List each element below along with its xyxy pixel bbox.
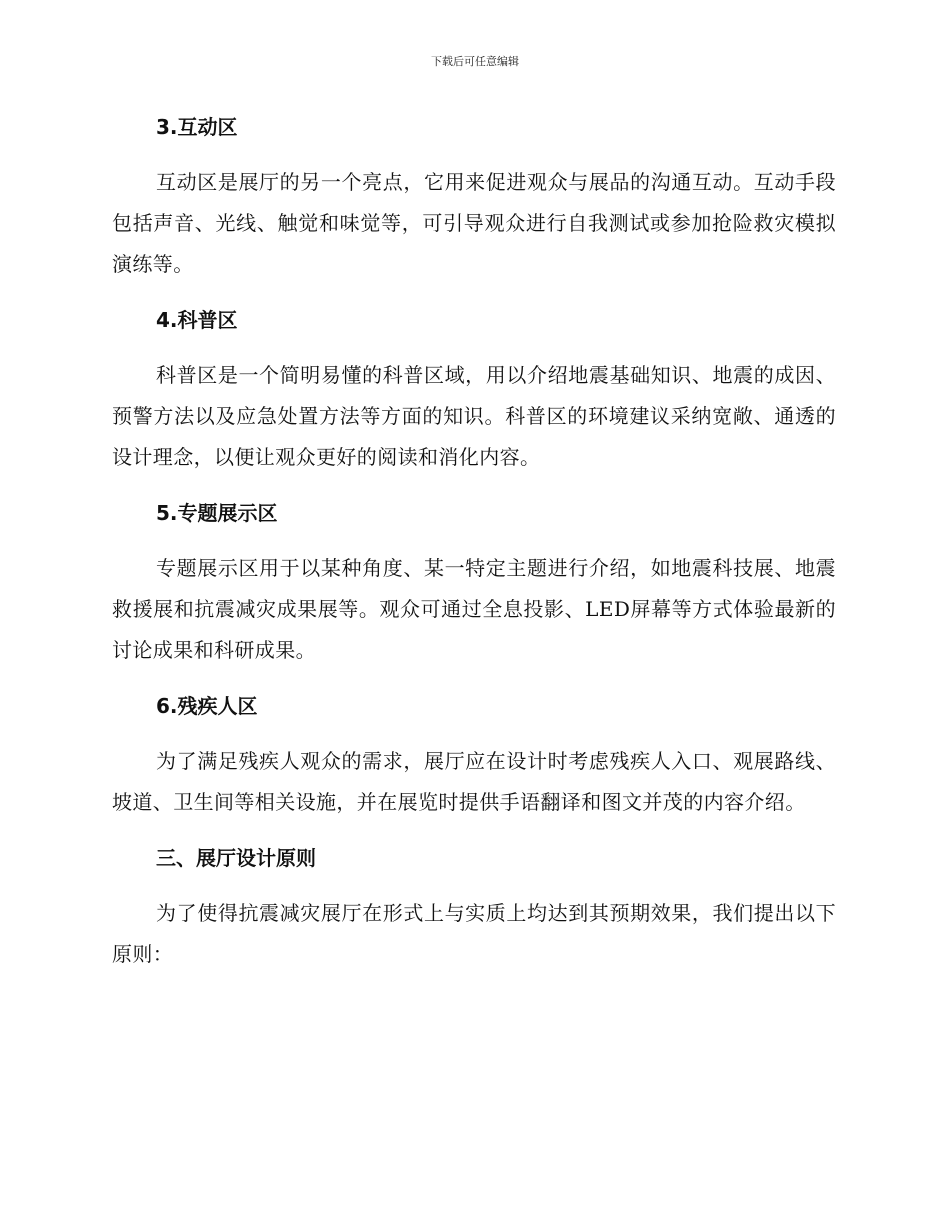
section-interactive-zone — [112, 108, 836, 285]
section-special-exhibit-zone — [112, 494, 836, 671]
section-paragraph: 互动区是展厅的另一个亮点，它用来促进观众与展品的沟通互动。互动手段包括声音、光线、触觉和味觉等，可引导观众进行自我测试或参加抢险救灾模拟演练等。 — [112, 170, 836, 276]
section-accessibility-zone — [112, 687, 836, 823]
document-body — [112, 108, 836, 991]
section-heading: 6.残疾人区 — [156, 694, 258, 718]
section-paragraph: 专题展示区用于以某种角度、某一特定主题进行介绍，如地震科技展、地震救援展和抗震减灾成果展等。观众可通过全息投影、LED屏幕等方式体验最新的讨论成果和科研成果。 — [112, 556, 836, 662]
section-design-principles — [112, 839, 836, 975]
section-heading: 4.科普区 — [156, 308, 238, 332]
section-science-zone — [112, 301, 836, 478]
section-heading: 三、展厅设计原则 — [156, 846, 316, 870]
section-paragraph: 科普区是一个简明易懂的科普区域，用以介绍地震基础知识、地震的成因、预警方法以及应急处置方法等方面的知识。科普区的环境建议采纳宽敞、通透的设计理念，以便让观众更好的阅读和消化内容。 — [112, 363, 836, 469]
section-heading: 5.专题展示区 — [156, 501, 278, 525]
section-paragraph: 为了使得抗震减灾展厅在形式上与实质上均达到其预期效果，我们提出以下原则： — [112, 901, 836, 966]
section-paragraph: 为了满足残疾人观众的需求，展厅应在设计时考虑残疾人入口、观展路线、坡道、卫生间等相关设施，并在展览时提供手语翻译和图文并茂的内容介绍。 — [112, 749, 836, 814]
page-header: 下载后可任意编辑 — [431, 55, 519, 68]
section-heading: 3.互动区 — [156, 115, 238, 139]
